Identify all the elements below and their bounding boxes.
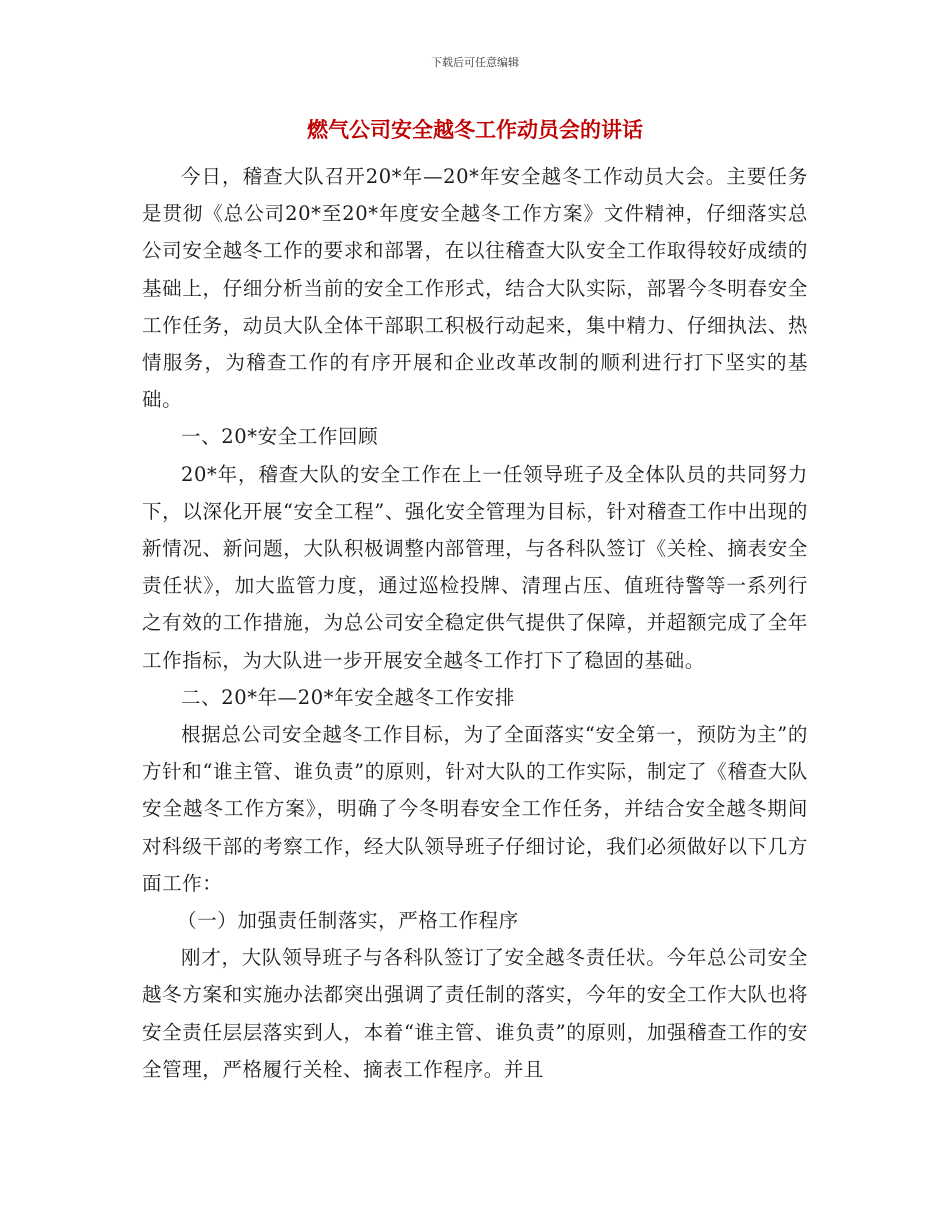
subsection-1-heading: （一）加强责任制落实，严格工作程序 — [177, 909, 519, 933]
intro-paragraph: 今日，稽查大队召开20*年—20*年安全越冬工作动员大会。主要任务是贯彻《总公司20*至20*年度安全越冬工作方案》文件精神，仔细落实总公司安全越冬工作的要求和部署，在以往稽查大队安全工作取得较好成绩的基础上，仔细分析当前的安全工作形式，结合大队实际，部署今冬明春安全工作任务，动员大队全体干部职工积极行动起来，集中精力、仔细执法、热情服务，为稽查工作的有序开展和企业改革改制的顺利进行打下坚实的基础。 — [142, 165, 808, 412]
subsection-1-paragraph: 刚才，大队领导班子与各科队签订了安全越冬责任状。今年总公司安全越冬方案和实施办法都突出强调了责任制的落实，今年的安全工作大队也将安全责任层层落实到人，本着“谁主管、谁负责”的原则，加强稽查工作的安全管理，严格履行关栓、摘表工作程序。并且 — [142, 946, 808, 1081]
page-header-note: 下载后可任意编辑 — [431, 56, 519, 69]
section-2-heading: 二、20*年—20*年安全越冬工作安排 — [181, 685, 516, 709]
section-1-paragraph: 20*年，稽查大队的安全工作在上一任领导班子及全体队员的共同努力下，以深化开展“安全工程”、强化安全管理为目标，针对稽查工作中出现的新情况、新问题，大队积极调整内部管理，与各科队签订《关栓、摘表安全责任状》，加大监管力度，通过巡检投牌、清理占压、值班待警等一系列行之有效的工作措施，为总公司安全稳定供气提供了保障，并超额完成了全年工作指标，为大队进一步开展安全越冬工作打下了稳固的基础。 — [142, 462, 808, 672]
section-1-heading: 一、20*安全工作回顾 — [181, 425, 379, 449]
section-2-paragraph: 根据总公司安全越冬工作目标，为了全面落实“安全第一，预防为主”的方针和“谁主管、谁负责”的原则，针对大队的工作实际，制定了《稽查大队安全越冬工作方案》，明确了今冬明春安全工作任务，并结合安全越冬期间对科级干部的考察工作，经大队领导班子仔细讨论，我们必须做好以下几方面工作： — [142, 723, 808, 895]
document-body — [142, 158, 808, 1088]
document-title: 燃气公司安全越冬工作动员会的讲话 — [307, 118, 643, 142]
